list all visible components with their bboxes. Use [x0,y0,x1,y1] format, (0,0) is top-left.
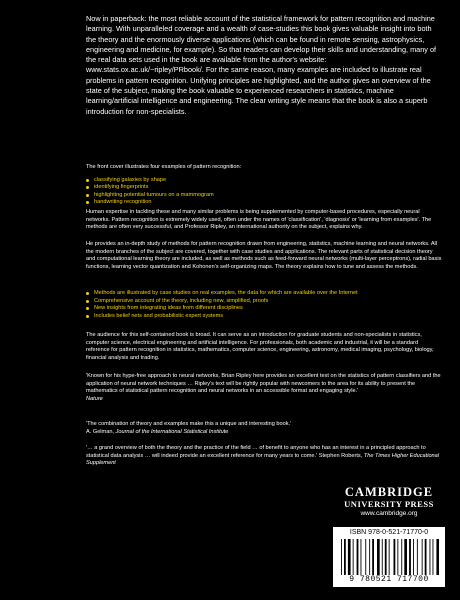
publisher-name: CAMBRIDGE [344,485,434,499]
publisher-url: www.cambridge.org [360,510,418,517]
barcode-number: 9 780521 717700 [349,575,429,584]
bullet-icon [86,292,89,295]
barcode-bar [433,539,434,575]
barcode-bar [404,539,407,575]
barcode-bar [389,539,390,575]
list-item: New insights from integrating ideas from different disciplines [86,305,442,313]
barcode-bar [372,539,374,575]
list-item: classifying galaxies by shape [86,177,442,185]
quote-author: Stephen Roberts, [318,452,363,459]
barcode-bar [425,539,427,575]
lead-paragraph: Now in paperback: the most reliable account of the statistical framework for pattern recognition and machine learning. With unparalleled coverage and a wealth of case-studies this book gives valuable insight into both the theory and the enormously diverse applications (which can be found in remote sensing, astrophysics, engineering and medicine, for example). So that readers can develop their skills and understanding, many of the real data sets used in the book are available from the author's website: www.stats.ox.ac.uk/~ripley/PRbook/. For the same reason, many examples are included to illustrate real problems in pattern recognition. Unifying principles are highlighted, and the author gives an overview of the state of the subject, making the book valuable to experienced researchers in statistics, machine learning/artificial intelligence and engineering. The clear writing style means that the book is also a superb introduction for non-specialists. [86,14,437,116]
barcode-bar [369,539,370,575]
cover-intro: The front cover illustrates four examples of pattern recognition: [86,164,242,170]
barcode-bar [397,539,398,575]
barcode-icon [339,539,439,575]
barcode-bar [361,539,362,575]
quote-nature [86,373,442,403]
barcode-bar [348,539,351,575]
isbn: ISBN 978-0-521-71770-0 [349,529,429,536]
paragraph-expertise: Human expertise in tackling these and many similar problems is being supplemented by computer-based procedures, especially neural networks. Pattern recognition is extremely widely used, often under the names of 'classification', 'diagnosis' or 'learning from examples'. The methods are often very successful, and Professor Ripley, an international authority on the subject, explains why. [86,209,432,230]
quote-text: '… a grand overview of both the theory and the practice of the field … of benefit to anyone who has an interest in a principled approach to statistical data analysis … will indeed provide an excellent reference for many years to come.' [86,445,426,459]
barcode-bar [353,539,354,575]
features-list [86,290,442,320]
bullet-icon [86,186,89,189]
list-item: identifying fingerprints [86,184,442,192]
bullet-icon [86,307,89,310]
quote-gelman [86,421,442,436]
list-item: highlighting potential tumours on a mammogram [86,192,442,200]
list-item: Methods are illustrated by case studies on real examples, the data for which are available over the Internet [86,290,442,298]
barcode-bar [413,539,414,575]
list-item: Comprehensive account of the theory, including new, simplified, proofs [86,298,442,306]
quote-source: The Times Higher Educational Supplement [86,452,440,466]
barcode-bar [394,539,396,575]
quote-author: A. Gelman, [86,428,114,435]
barcode-bar [365,539,366,575]
cover-examples-list [86,177,442,207]
barcode-bar [422,539,423,575]
barcode-bar [409,539,411,575]
barcode-bar [436,539,439,575]
quote-source: Nature [86,395,103,402]
bullet-icon [86,315,89,318]
barcode-bar [341,539,342,575]
barcode-bar [417,539,418,575]
barcode-bar [357,539,359,575]
barcode-bar [385,539,387,575]
features-section [86,290,442,320]
cover-examples-section [86,164,442,207]
quote-text: 'The combination of theory and examples make this a unique and interesting book.' [86,421,292,427]
publisher-sub: UNIVERSITY PRESS [344,499,434,509]
bullet-icon [86,300,89,303]
paragraph-study: He provides an in-depth study of methods for pattern recognition drawn from engineering, statistics, machine learning and neural networks. All the modern branches of the subject are covered, together with case studies and applications. The relevant parts of statistical decision theory and computational learning theory are included, as well as methods such as feed-forward neural networks (multi-layer perceptrons), radial basis functions, learning vector quantization and Kohonen's self-organizing maps. The theory explains how to tune and assess the methods. [86,241,442,270]
barcode-bar [401,539,402,575]
publisher-logo [333,486,445,518]
barcode-bar [377,539,380,575]
paragraph-audience: The audience for this self-contained book is broad. It can serve as an introduction for graduate students and non-specialists in statistics, computer science, electrical engineering and artificial intelligence. For professionals, both academic and industrial, it will be a standard reference for pattern recognition in statistics, mathematics, computer science, engineering, astronomy, medical imaging, psychology, biology, financial analysis and trading. [86,332,434,361]
list-item: handwriting recognition [86,199,442,207]
bullet-icon [86,194,89,197]
quote-source: Journal of the International Statistical Institute [115,428,229,435]
bullet-icon [86,179,89,182]
quote-roberts [86,445,442,468]
bullet-icon [86,201,89,204]
barcode-bar [344,539,346,575]
barcode-bar [382,539,383,575]
barcode-box [333,527,445,587]
barcode-bar [430,539,431,575]
list-item: Includes belief nets and probabilistic expert systems [86,313,442,321]
quote-text: 'Known for his hype-free approach to neural networks, Brian Ripley here provides an excellent text on the statistics of pattern classifiers and the application of neural network techniques … Ripley's text will be rightly popular with newcomers to the area for its ability to present the mathematics of statistical pattern recognition and neural networks in an accessible format and engaging style.' [86,373,441,394]
